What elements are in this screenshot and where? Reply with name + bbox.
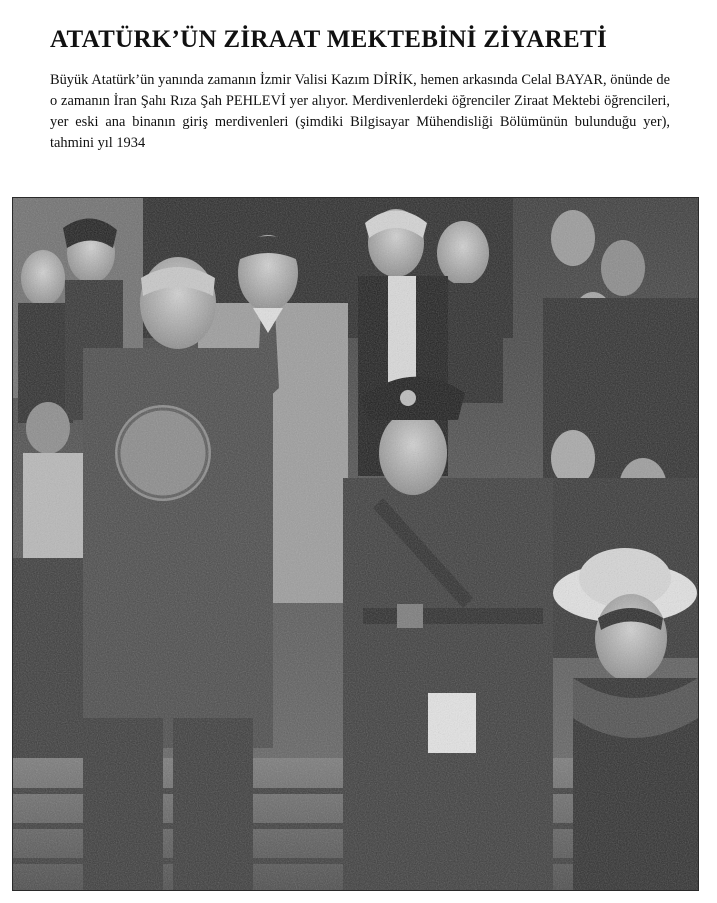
photo-caption: Büyük Atatürk’ün yanında zamanın İzmir Valisi Kazım DİRİK, hemen arkasında Celal BAYAR, önünde de o zamanın İran Şahı Rıza Şah PEHLEVİ yer alıyor. Merdivenlerdeki öğrenciler Ziraat Mektebi öğrencileri, yer eski ana binanın giriş merdivenleri (şimdiki Bilgisayar Mühendisliği Bölümünün bulunduğu yer), tahmini yıl 1934 — [50, 72, 670, 151]
photograph-illustration — [13, 198, 698, 890]
page-title: ATATÜRK’ÜN ZİRAAT MEKTEBİNİ ZİYARETİ — [50, 26, 607, 53]
film-grain — [13, 198, 698, 890]
historical-photograph — [13, 198, 698, 890]
